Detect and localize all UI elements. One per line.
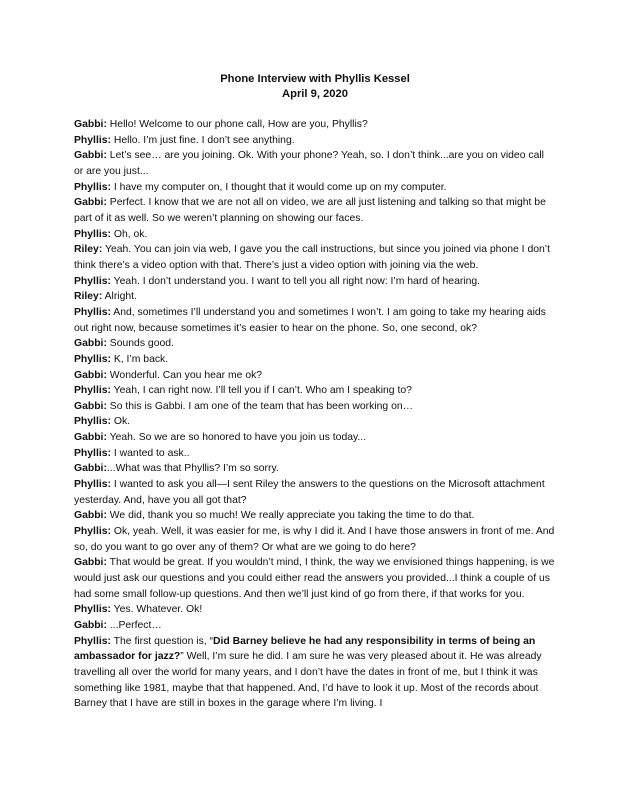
transcript-turn (74, 430, 556, 446)
transcript-turn (74, 336, 556, 352)
utterance-text: Alright. (102, 291, 137, 303)
transcript-turn (74, 305, 556, 336)
speaker-name: Phyllis: (74, 134, 111, 146)
transcript-turn (74, 227, 556, 243)
utterance-text: Let’s see… are you joining. Ok. With your phone? Yeah, so. I don’t think...are you on video call or are you just... (74, 150, 544, 177)
utterance-text: ...What was that Phyllis? I’m so sorry. (106, 463, 279, 475)
transcript-turn (74, 555, 556, 602)
transcript-turn (74, 133, 556, 149)
utterance-text: I have my computer on, I thought that it would come up on my computer. (110, 181, 447, 193)
transcript-turn (74, 368, 556, 384)
utterance-text: Sounds good. (106, 338, 174, 350)
document-title: Phone Interview with Phyllis Kessel (220, 73, 410, 85)
transcript-turn (74, 274, 556, 290)
transcript-turn (74, 289, 556, 305)
utterance-text: Perfect. I know that we are not all on video, we are all just listening and talking so that might be part of it as well. So we weren’t planning on showing our faces. (74, 197, 546, 224)
utterance-text: So this is Gabbi. I am one of the team that has been working on… (106, 400, 414, 412)
utterance-text: I wanted to ask.. (110, 447, 190, 459)
speaker-name: Gabbi: (74, 369, 107, 381)
speaker-name: Phyllis: (74, 635, 111, 647)
utterance-text: Hello. I’m just fine. I don’t see anything. (110, 134, 295, 146)
transcript-turn (74, 477, 556, 508)
utterance-text-continued: ” Well, I’m sure he did. I am sure he was very pleased about it. He was already travelling all over the world for many years, and I don’t have the dates in front of me, but I think it was something like 1981, maybe that that happened. And, I’d have to look it up. Most of the records about Barney that I have are still in boxes in the garage where I’m living. I (74, 651, 542, 710)
speaker-name: Gabbi: (74, 338, 107, 350)
utterance-text: Yeah. You can join via web, I gave you the call instructions, but since you joined via phone I don’t think there’s a video option with that. There’s just a video option with joining via the web. (74, 244, 550, 271)
utterance-text: Hello! Welcome to our phone call, How are you, Phyllis? (106, 119, 368, 130)
transcript-turn (74, 352, 556, 368)
utterance-text: Ok. (110, 416, 131, 428)
utterance-text: Yeah, I can right now. I’ll tell you if I can’t. Who am I speaking to? (110, 385, 412, 397)
speaker-name: Phyllis: (74, 385, 111, 397)
speaker-name: Phyllis: (74, 228, 111, 240)
speaker-name: Gabbi: (74, 150, 107, 162)
speaker-name: Riley: (74, 244, 103, 256)
transcript-turn (74, 383, 556, 399)
speaker-name: Gabbi: (74, 557, 107, 569)
speaker-name: Phyllis: (74, 447, 111, 459)
utterance-text: Yeah. I don’t understand you. I want to tell you all right now: I’m hard of hearing. (110, 275, 481, 287)
speaker-name: Phyllis: (74, 306, 111, 318)
speaker-name: Phyllis: (74, 181, 111, 193)
transcript-turn (74, 242, 556, 273)
transcript-turn (74, 602, 556, 618)
utterance-text: Wonderful. Can you hear me ok? (106, 369, 263, 381)
speaker-name: Riley: (74, 291, 103, 303)
transcript-turn (74, 148, 556, 179)
speaker-name: Phyllis: (74, 526, 111, 538)
transcript-turn (74, 634, 556, 712)
document-date: April 9, 2020 (282, 88, 348, 100)
utterance-text: I wanted to ask you all—I sent Riley the answers to the questions on the Microsoft attachment yesterday. And, have you all got that? (74, 479, 545, 506)
utterance-text: And, sometimes I’ll understand you and sometimes I won’t. I am going to take my hearing aids out right now, because sometimes it’s easier to hear on the phone. So, one second, ok? (74, 306, 546, 334)
transcript (74, 117, 556, 712)
utterance-text: K, I’m back. (110, 353, 169, 365)
speaker-name: Gabbi: (74, 400, 107, 412)
transcript-turn (74, 195, 556, 226)
transcript-turn (74, 117, 556, 133)
document-header (74, 72, 556, 102)
transcript-turn (74, 461, 556, 477)
utterance-text: ...Perfect… (106, 620, 162, 631)
transcript-turn (74, 414, 556, 430)
transcript-turn (74, 399, 556, 415)
transcript-turn (74, 508, 556, 524)
transcript-turn (74, 618, 556, 634)
speaker-name: Phyllis: (74, 604, 111, 616)
speaker-name: Gabbi: (74, 510, 107, 522)
utterance-text: Oh, ok. (110, 228, 148, 240)
utterance-text: The first question is, “ (110, 635, 213, 647)
transcript-turn (74, 446, 556, 462)
speaker-name: Phyllis: (74, 416, 111, 428)
transcript-turn (74, 524, 556, 555)
speaker-name: Gabbi: (74, 620, 107, 631)
utterance-text: That would be great. If you wouldn’t mind, I think, the way we envisioned things happening, is we would just ask our questions and you could either read the answers you provided...I think a couple of us had some small follow-up questions. And then we’ll just kind of go from there, if that works for you. (74, 557, 555, 600)
speaker-name: Gabbi: (74, 463, 107, 475)
speaker-name: Phyllis: (74, 479, 111, 491)
question-quote: Did Barney believe he had any responsibility in terms of being an ambassador for jazz? (74, 635, 536, 663)
transcript-turn (74, 180, 556, 196)
speaker-name: Gabbi: (74, 432, 107, 444)
utterance-text: Ok, yeah. Well, it was easier for me, is why I did it. And I have those answers in front of me. And so, do you want to go over any of them? Or what are we going to do here? (74, 526, 555, 553)
speaker-name: Phyllis: (74, 353, 111, 365)
speaker-name: Gabbi: (74, 119, 107, 130)
speaker-name: Phyllis: (74, 275, 111, 287)
utterance-text: Yes. Whatever. Ok! (110, 604, 203, 616)
utterance-text: We did, thank you so much! We really appreciate you taking the time to do that. (106, 510, 475, 522)
utterance-text: Yeah. So we are so honored to have you join us today... (106, 432, 367, 444)
speaker-name: Gabbi: (74, 197, 107, 209)
